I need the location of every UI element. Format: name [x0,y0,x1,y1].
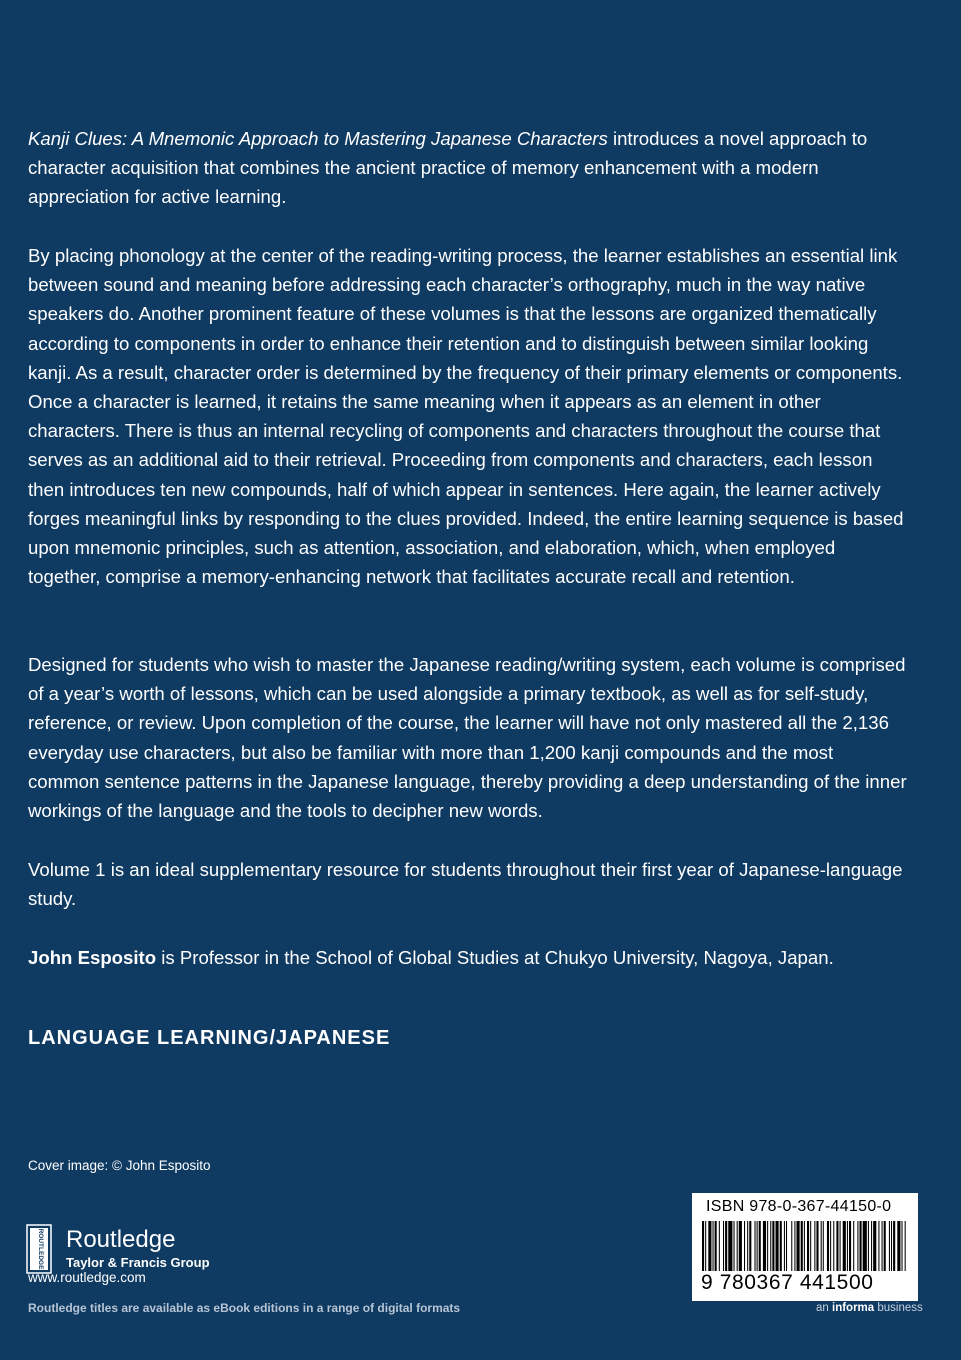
description-paragraph-2: By placing phonology at the center of the reading-writing process, the learner establishes an essential link between sound and meaning before addressing each character’s orthography, much in the way native speakers do. Another prominent feature of these volumes is that the lessons are organized thematically according to components in order to enhance their retention and to distinguish between similar looking kanji. As a result, character order is determined by the frequency of their primary elements or components. Once a character is learned, it retains the same meaning when it appears as an element in other characters. There is thus an internal recycling of components and characters throughout the course that serves as an additional aid to their retrieval. Proceeding from components and characters, each lesson then introduces ten new compounds, half of which appear in sentences. Here again, the learner actively forges meaningful links by responding to the clues provided. Indeed, the entire learning sequence is based upon mnemonic principles, such as attention, association, and elaboration, which, when employed together, comprise a memory-enhancing network that facilitates accurate recall and retention. [28,245,904,588]
isbn-digits: 9 780367 441500 [701,1271,874,1294]
ebook-note: Routledge titles are available as eBook editions in a range of digital formats [28,1301,461,1315]
barcode-bar [884,1221,886,1271]
barcode-bar [728,1221,732,1271]
barcode-bar [755,1221,756,1271]
barcode-bar [776,1221,779,1271]
barcode-bar [715,1221,717,1271]
description-paragraph-1 [28,124,908,212]
barcode-bar [853,1221,854,1271]
barcode-bar [770,1221,771,1271]
paragraph-1-text: introduces a novel approach to character acquisition that combines the ancient practice of memory enhancement with a modern appreciation for active learning. [28,128,868,208]
barcode-bar [830,1221,831,1271]
barcode-bar [772,1221,774,1271]
description-paragraph-4: Volume 1 is an ideal supplementary resource for students throughout their first year of Japanese-language study. [28,859,903,910]
informa-prefix: an [816,1302,832,1314]
barcode-bar [797,1221,800,1271]
barcode-bar [759,1221,761,1271]
barcode-bar [786,1221,787,1271]
book-title: Kanji Clues: A Mnemonic Approach to Mastering Japanese Characters [28,128,608,149]
barcode-bar [889,1221,890,1271]
barcode-bar [840,1221,841,1271]
barcode-bar [821,1221,822,1271]
barcode-bar [823,1221,824,1271]
barcode-bar [763,1221,766,1271]
informa-business-tag [816,1302,923,1314]
publisher-url[interactable]: www.routledge.com [28,1270,146,1285]
barcode-bar [902,1221,903,1271]
barcode-bar [857,1221,858,1271]
barcode-bar [713,1221,714,1271]
author-bio-text: is Professor in the School of Global Studies at Chukyo University, Nagoya, Japan. [156,947,834,968]
informa-suffix: business [874,1302,923,1314]
author-bio [28,943,908,972]
barcode-bar [863,1221,867,1271]
barcode-bar [816,1221,818,1271]
barcode-bar [804,1221,805,1271]
barcode-bar [843,1221,846,1271]
barcode-bar [791,1221,792,1271]
barcode-bar [882,1221,883,1271]
barcode-bar [719,1221,720,1271]
barcode-bar [737,1221,738,1271]
barcode-bar [868,1221,869,1271]
barcode-bar [814,1221,815,1271]
description-paragraph-3: Designed for students who wish to master the Japanese reading/writing system, each volume is comprised of a year’s worth of lessons, which can be used alongside a primary textbook, as well as for self-study, reference, or review. Upon completion of the course, the learner will have not only mastered all the 2,136 everyday use characters, but also be familiar with more than 1,200 kanji compounds and the most common sentence patterns in the Japanese language, thereby providing a deep understanding of the inner workings of the language and the tools to decipher new words. [28,654,907,822]
barcode-bar [847,1221,848,1271]
barcode-bar [860,1221,862,1271]
barcode-bar [739,1221,742,1271]
barcode-bar [873,1221,876,1271]
barcode-bar [849,1221,851,1271]
isbn-label: ISBN 978-0-367-44150-0 [706,1198,892,1215]
barcode-bar [757,1221,758,1271]
barcode-bar [893,1221,895,1271]
routledge-emblem-icon [26,1224,52,1274]
barcode-bar [905,1221,906,1271]
barcode-bar [833,1221,834,1271]
publisher-group: Taylor & Francis Group [66,1255,210,1270]
barcode-bar [827,1221,829,1271]
subject-category: LANGUAGE LEARNING/JAPANESE [28,1027,391,1049]
informa-brand: informa [832,1302,875,1314]
cover-credit: Cover image: © John Esposito [28,1158,211,1173]
barcode-bar [801,1221,803,1271]
barcode-bar [725,1221,727,1271]
barcode-bar [807,1221,809,1271]
emblem-text: ROUTLEDGE [37,1228,44,1270]
barcode-bar [749,1221,751,1271]
barcode-bar [705,1221,706,1271]
barcode-bar [878,1221,879,1271]
barcode-bar [747,1221,748,1271]
barcode-bar [723,1221,724,1271]
barcode-bar [891,1221,892,1271]
author-name: John Esposito [28,947,157,968]
barcode-icon [702,1221,908,1271]
barcode-bar [897,1221,900,1271]
publisher-name: Routledge [66,1226,176,1253]
barcode-bar [702,1221,704,1271]
barcode-bar [708,1221,711,1271]
barcode-bar [871,1221,872,1271]
barcode-bar [836,1221,838,1271]
barcode-bar [810,1221,811,1271]
barcode-bar [734,1221,735,1271]
barcode-bar [784,1221,785,1271]
barcode-bar [794,1221,795,1271]
barcode-bar [744,1221,745,1271]
barcode-bar [780,1221,782,1271]
barcode-bar [767,1221,768,1271]
isbn-barcode-box [692,1193,918,1301]
